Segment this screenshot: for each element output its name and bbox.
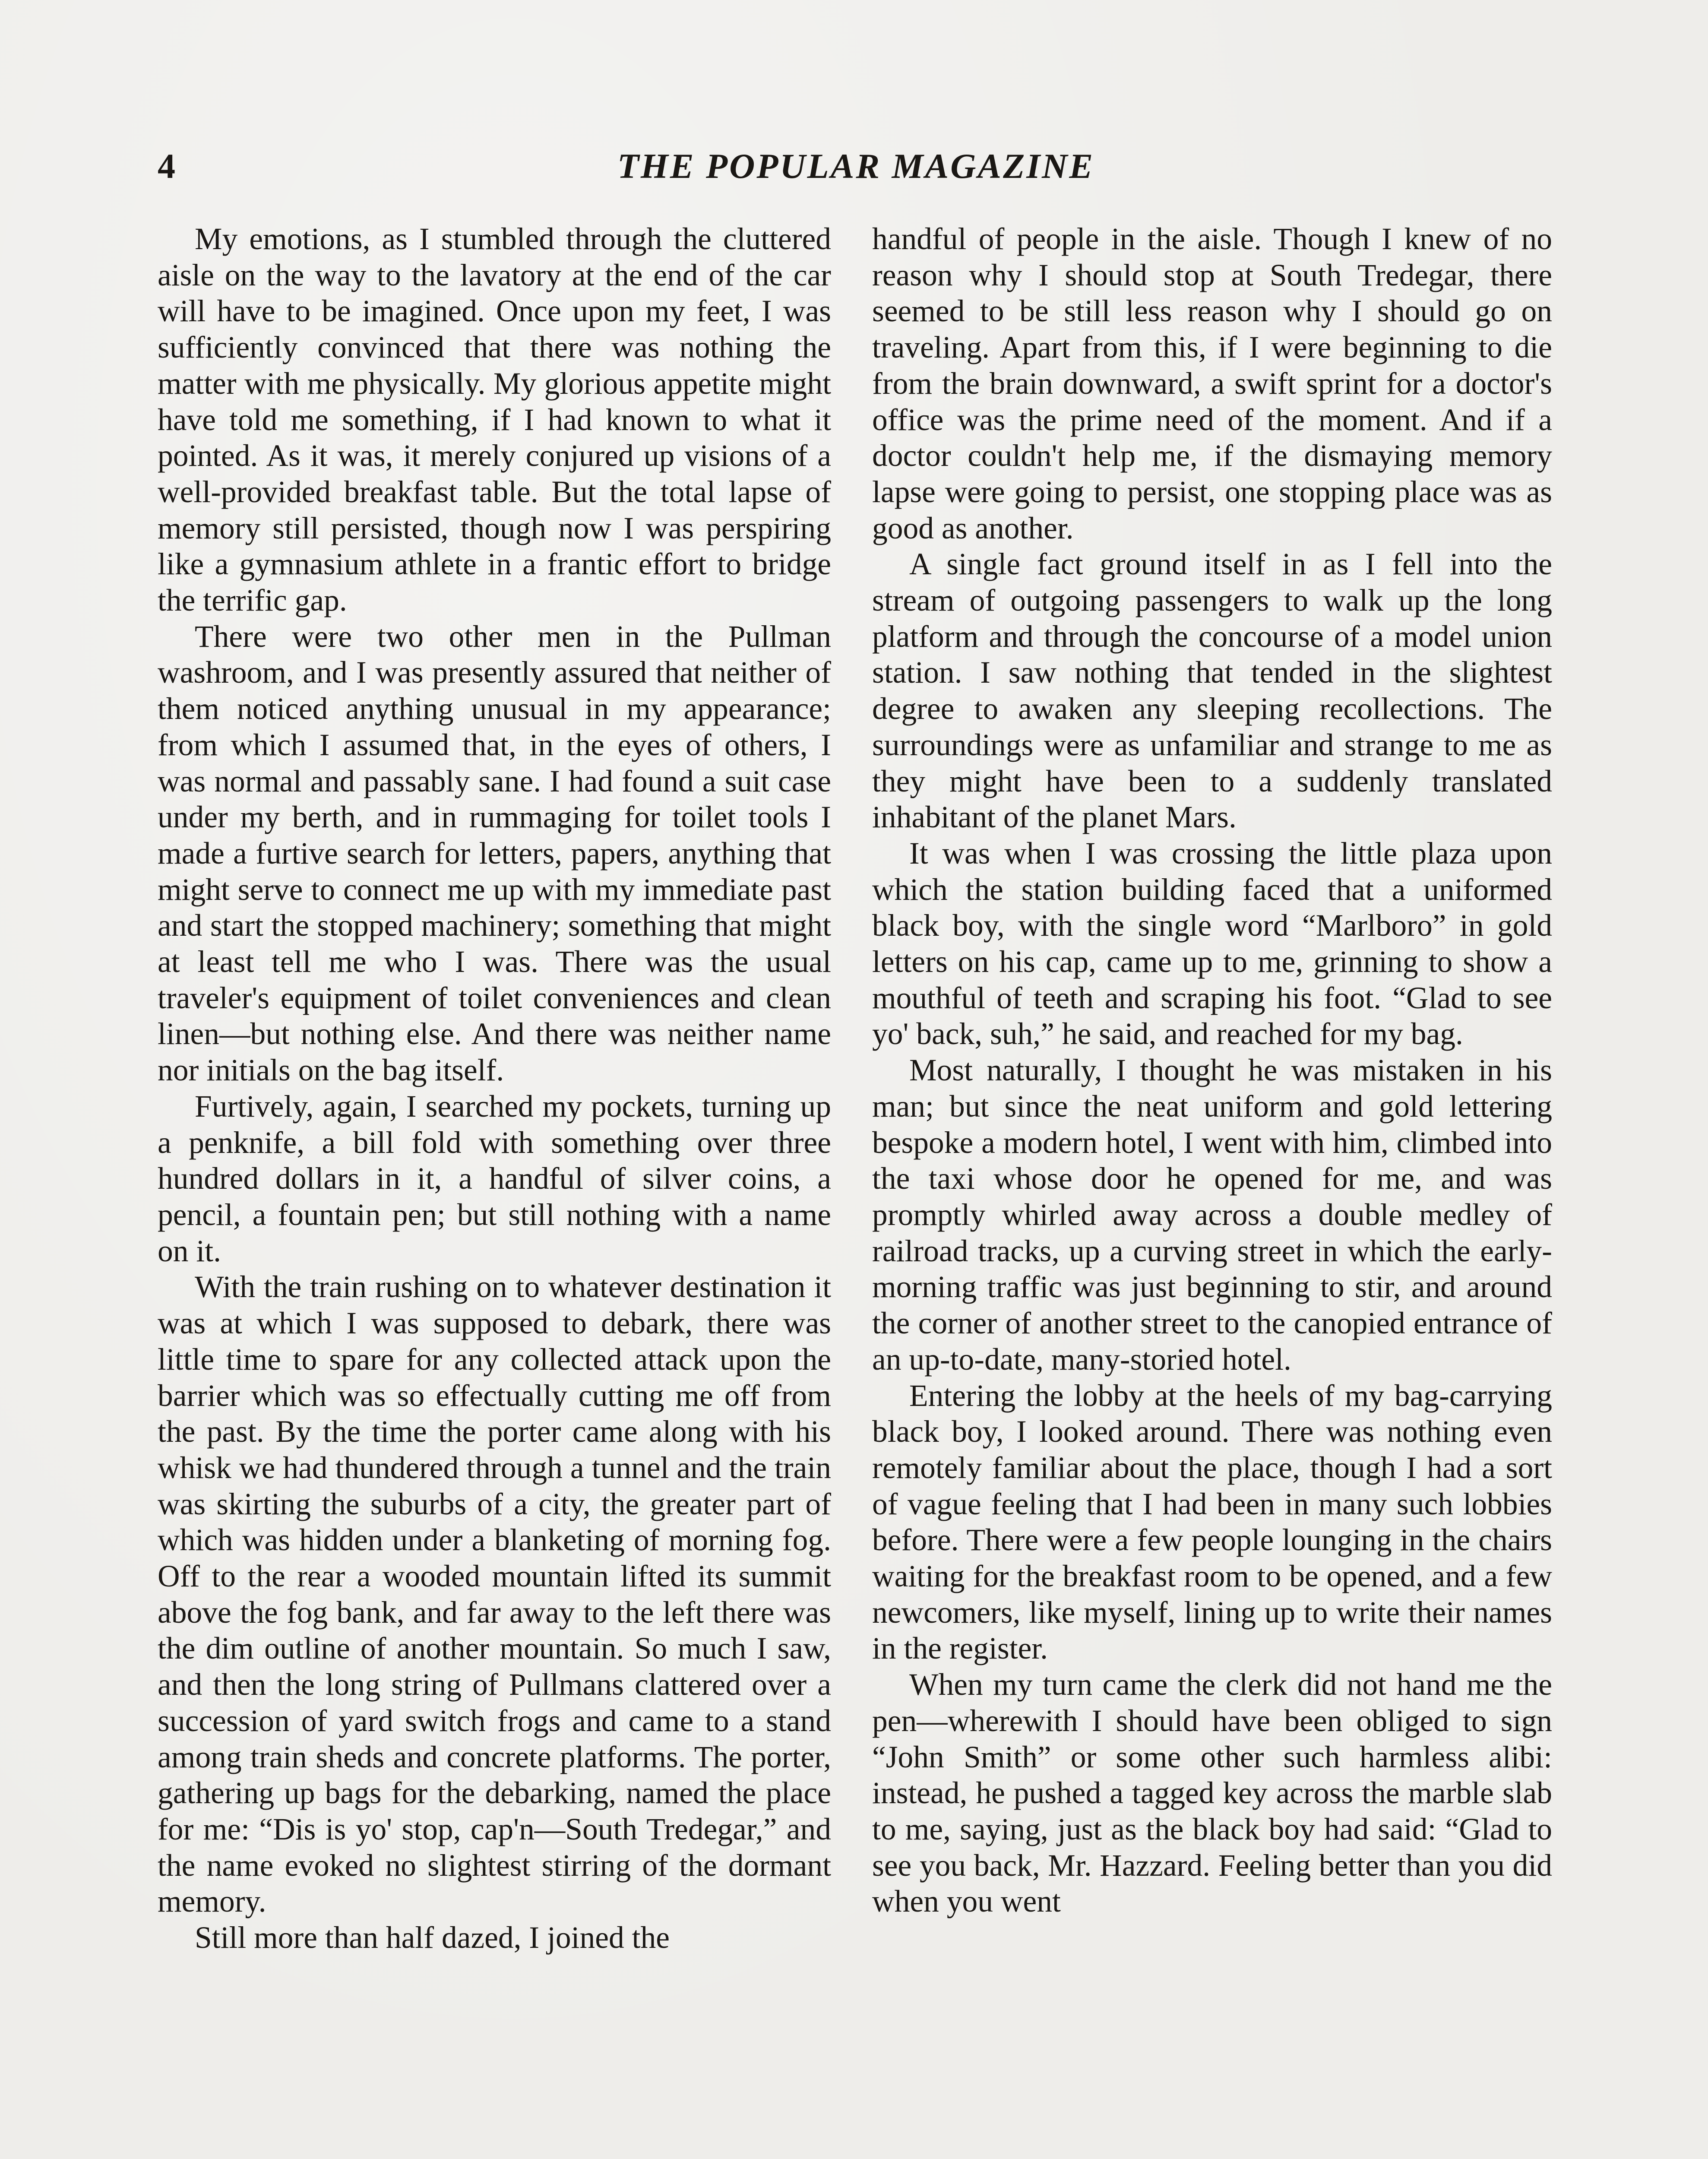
paragraph: My emotions, as I stumbled through the cluttered aisle on the way to the lavatory at the end of the car will have to be imagined. Once upon my feet, I was sufficiently convinced that there was nothing the matter with me physically. My glorious appetite might have told me something, if I had known to what it pointed. As it was, it merely conjured up visions of a well-provided breakfast table. But the total lapse of memory still persisted, though now I was perspiring like a gymnasium athlete in a frantic effort to bridge the terrific gap. (158, 222, 831, 618)
paragraph: Entering the lobby at the heels of my bag-carrying black boy, I looked around. There was nothing even remotely familiar about the place, though I had a sort of vague feeling that I had been in many such lobbies before. There were a few people lounging in the chairs waiting for the breakfast room to be opened, and a few newcomers, like myself, lining up to write their names in the register. (872, 1378, 1552, 1666)
page-header (158, 142, 1554, 190)
paragraph: Most naturally, I thought he was mistaken in his man; but since the neat uniform and gold lettering bespoke a modern hotel, I went with him, climbed into the taxi whose door he opened for me, and was promptly whirled away across a double medley of railroad tracks, up a curving street in which the early-morning traffic was just beginning to stir, and around the corner of another street to the canopied entrance of an up-to-date, many-storied hotel. (872, 1053, 1552, 1377)
page-number: 4 (158, 146, 175, 186)
paragraph: Furtively, again, I searched my pockets, turning up a penknife, a bill fold with something over three hundred dollars in it, a handful of silver coins, a pencil, a fountain pen; but still nothing with a name on it. (158, 1089, 831, 1268)
paragraph-continuation: handful of people in the aisle. Though I knew of no reason why I should stop at South Tredegar, there seemed to be still less reason why I should go on traveling. Apart from this, if I were beginning to die from the brain downward, a swift sprint for a doctor's office was the prime need of the moment. And if a doctor couldn't help me, if the dismaying memory lapse were going to persist, one stopping place was as good as another. (872, 222, 1552, 545)
paragraph: With the train rushing on to whatever destination it was at which I was supposed to debark, there was little time to spare for any collected attack upon the barrier which was so effectually cutting me off from the past. By the time the porter came along with his whisk we had thundered through a tunnel and the train was skirting the suburbs of a city, the greater part of which was hidden under a blanketing of morning fog. Off to the rear a wooded mountain lifted its summit above the fog bank, and far away to the left there was the dim outline of another mountain. So much I saw, and then the long string of Pullmans clattered over a succession of yard switch frogs and came to a stand among train sheds and concrete platforms. The porter, gathering up bags for the debarking, named the place for me: “Dis is yo' stop, cap'n—South Tredegar,” and the name evoked no slightest stirring of the dormant memory. (158, 1270, 831, 1919)
paragraph: A single fact ground itself in as I fell into the stream of outgoing passengers to walk up the long platform and through the concourse of a model union station. I saw nothing that tended in the slightest degree to awaken any sleeping recollections. The surroundings were as unfamiliar and strange to me as they might have been to a suddenly translated inhabitant of the planet Mars. (872, 547, 1552, 835)
paragraph: Still more than half dazed, I joined the (195, 1921, 670, 1955)
paragraph: When my turn came the clerk did not hand me the pen—wherewith I should have been obliged to sign “John Smith” or some other such harmless alibi: instead, he pushed a tagged key across the marble slab to me, saying, just as the black boy had said: “Glad to see you back, Mr. Hazzard. Feeling better than you did when you went (872, 1668, 1552, 1919)
running-title: THE POPULAR MAGAZINE (617, 146, 1095, 186)
right-column (872, 221, 1552, 2159)
paragraph: It was when I was crossing the little plaza upon which the station building faced that a uniformed black boy, with the single word “Marlboro” in gold letters on his cap, came up to me, grinning to show a mouthful of teeth and scraping his foot. “Glad to see yo' back, suh,” he said, and reached for my bag. (872, 836, 1552, 1051)
paragraph: There were two other men in the Pullman washroom, and I was presently assured that neither of them noticed anything unusual in my appearance; from which I assumed that, in the eyes of others, I was normal and passably sane. I had found a suit case under my berth, and in rummaging for toilet tools I made a furtive search for letters, papers, anything that might serve to connect me up with my immediate past and start the stopped machinery; something that might at least tell me who I was. There was the usual traveler's equipment of toilet conveniences and clean linen—but nothing else. And there was neither name nor initials on the bag itself. (158, 619, 831, 1088)
left-column (158, 221, 831, 2159)
